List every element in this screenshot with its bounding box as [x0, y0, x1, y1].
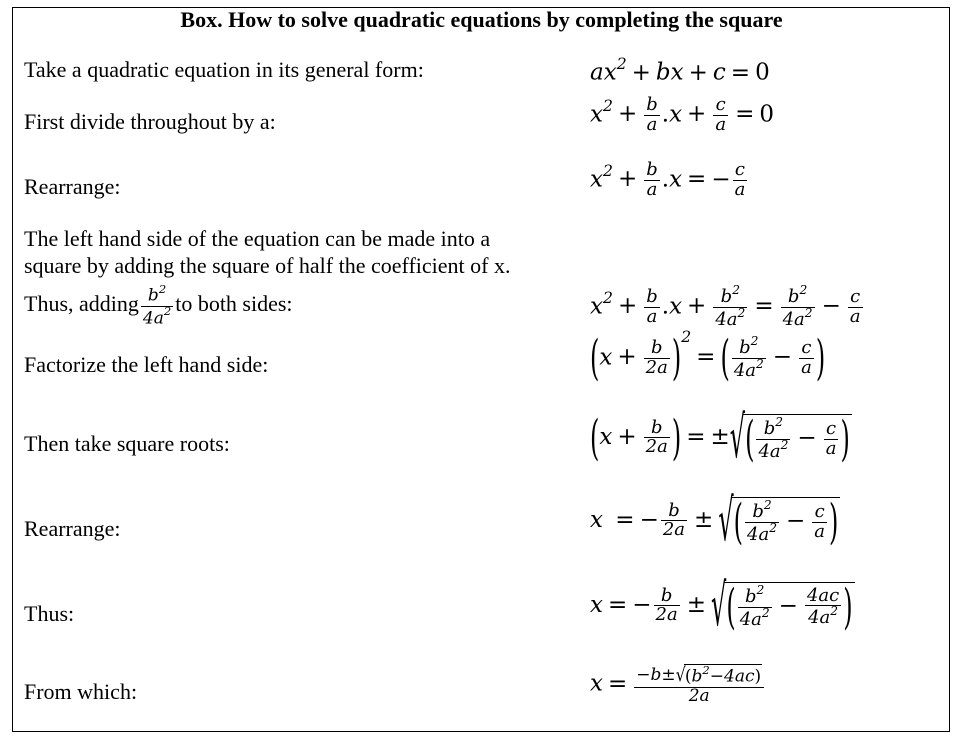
step-3-equation: $x^2$ + $\frac{b}{a}$ .x = − $\frac{c}{a}$: [590, 159, 746, 200]
step-2-label: First divide throughout by a:: [24, 109, 276, 134]
step-1-label: Take a quadratic equation in its general form:: [24, 57, 424, 82]
step-5-label-post: to both sides:: [175, 291, 293, 317]
step-3-label: Rearrange:: [24, 174, 121, 199]
step-2-equation: $x^2$ + $\frac{b}{a}$ .x + $\frac{c}{a}$ = 0: [590, 94, 774, 135]
step-8-equation: x = − $\frac{b}{2a}$ ± √( $\frac{b^2}{4a^2}$ − $\frac{c}{a}$ ): [590, 487, 839, 555]
step-1-equation: $ax^2$ + bx + c = 0: [590, 54, 770, 86]
step-7-equation: (x + $\frac{b}{2a}$ ) = ±√( $\frac{b^2}{4a^2}$ − $\frac{c}{a}$ ): [590, 404, 850, 472]
step-10-label: From which:: [24, 679, 138, 704]
step-6-label: Factorize the left hand side:: [24, 352, 269, 377]
step-8-label: Rearrange:: [24, 516, 121, 541]
step-4-text-line-1: The left hand side of the equation can be made into a: [24, 226, 491, 251]
step-5-equation: $x^2$ + $\frac{b}{a}$ .x + $\frac{b^2}{4a^2}$ = $\frac{b^2}{4a^2}$ − $\frac{c}{a}$: [590, 282, 861, 330]
step-5-label: Thus, adding $\frac{b^2}{4a^2}$ to both sides:: [24, 281, 293, 329]
box-title: Box. How to solve quadratic equations by completing the square: [180, 7, 783, 32]
step-5-label-pre: Thus, adding: [24, 291, 139, 317]
step-7-label: Then take square roots:: [24, 431, 230, 456]
step-4-text-line-2: square by adding the square of half the coefficient of x.: [24, 253, 511, 278]
step-9-equation: x = − $\frac{b}{2a}$ ± √( $\frac{b^2}{4a^2}$ − $\frac{4ac}{4a^2}$ ): [590, 572, 853, 640]
step-10-equation: x = $\frac{-b\pm√(b^2-4ac)}{2a}$: [590, 664, 766, 705]
step-9-label: Thus:: [24, 601, 75, 626]
step-6-equation: (x + $\frac{b}{2a}$ )$^2$= ( $\frac{b^2}{4a^2}$ − $\frac{c}{a}$ ): [590, 326, 826, 387]
